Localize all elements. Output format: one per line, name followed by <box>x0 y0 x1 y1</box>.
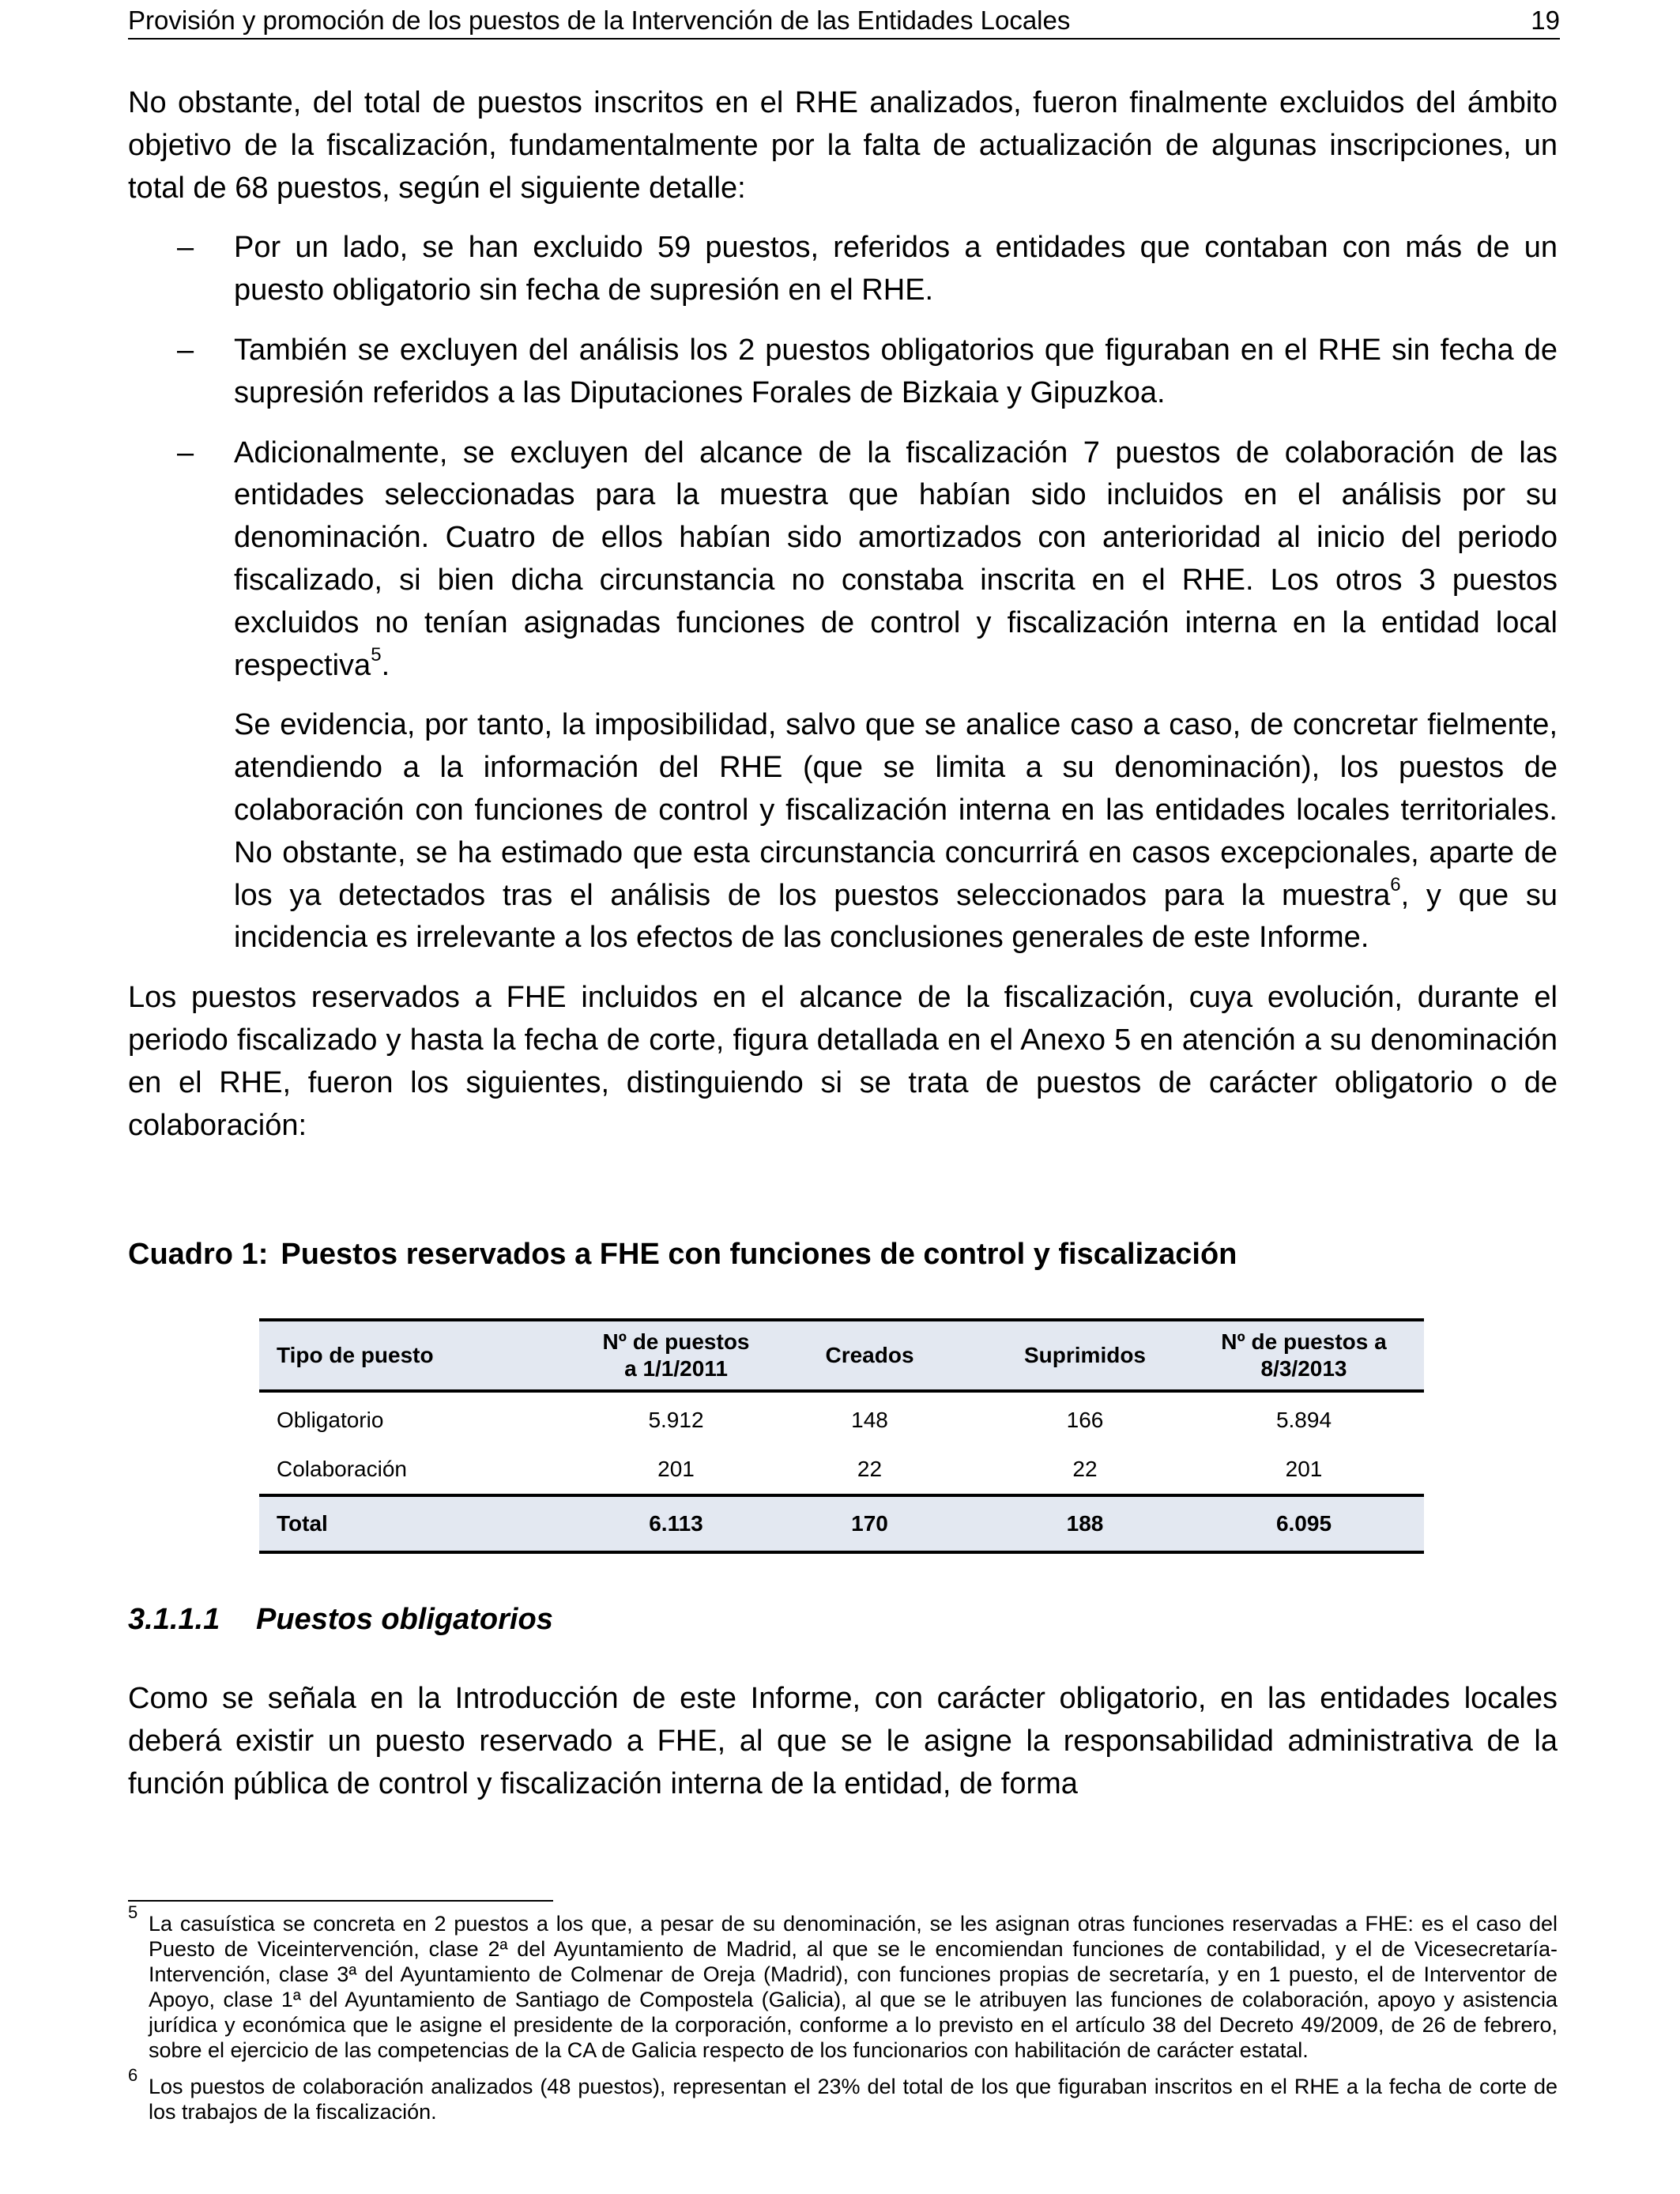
total-created: 170 <box>851 1511 888 1536</box>
cell-initial: 5.912 <box>648 1408 704 1432</box>
cell-suppressed: 166 <box>1066 1408 1104 1432</box>
cell-initial: 201 <box>657 1457 695 1481</box>
total-final: 6.095 <box>1275 1511 1332 1536</box>
table-total-row <box>259 1495 1424 1552</box>
column-header-suppressed: Suprimidos <box>1023 1343 1146 1367</box>
column-header-created: Creados <box>825 1343 914 1367</box>
footnote-6 <box>128 2065 1558 2124</box>
indented-text-a: Se evidencia, por tanto, la imposibilidad, salvo que se analice caso a caso, de concretar fielmente, atendiendo a la información del RHE (que se limita a su denominación), los puestos de colaboración con funciones de control y fiscalización interna en las entidades locales territoriales. No obstante, se ha estimado que esta circunstancia concurrirá en casos excepcionales, aparte de los ya detectados tras el análisis de los puestos seleccionados para la muestra <box>234 708 1558 912</box>
table-caption <box>128 1238 1237 1272</box>
bullet-item-3 <box>128 432 1558 688</box>
section-title: Puestos obligatorios <box>256 1603 553 1636</box>
bullet-item-1 <box>128 227 1558 312</box>
cell-type: Colaboración <box>277 1457 407 1481</box>
indented-text-b: , y que su incidencia es irrelevante a los efectos de las conclusiones generales de este Informe. <box>234 878 1558 955</box>
bullet-dash: – <box>177 435 194 469</box>
cell-created: 148 <box>851 1408 888 1432</box>
intro-paragraph: No obstante, del total de puestos inscritos en el RHE analizados, fueron finalmente excluidos del ámbito objetivo de la fiscalización, fundamentalmente por la falta de actualización de algunas inscripciones, un total de 68 puestos, según el siguiente detalle: <box>128 86 1558 205</box>
caption-text: Puestos reservados a FHE con funciones de control y fiscalización <box>281 1238 1237 1271</box>
intro-section <box>128 82 1558 1147</box>
cell-type: Obligatorio <box>277 1408 384 1432</box>
column-header-type: Tipo de puesto <box>277 1343 434 1367</box>
table-header-row <box>259 1320 1424 1391</box>
bullet-item-2 <box>128 330 1558 415</box>
table-row <box>259 1391 1424 1445</box>
bullet-dash: – <box>177 231 194 265</box>
positions-table <box>259 1318 1424 1554</box>
bullet-text-2: También se excluyen del análisis los 2 puestos obligatorios que figuraban en el RHE sin fecha de supresión referidos a las Diputaciones Forales de Bizkaia y Gipuzkoa. <box>234 333 1558 409</box>
footnote-separator <box>128 1900 553 1902</box>
bullet-text-3: Adicionalmente, se excluyen del alcance de la fiscalización 7 puestos de colaboración de las entidades seleccionadas para la muestra que habían sido incluidos en el análisis por su denominación. Cuatro de ellos habían sido amortizados con anterioridad al inicio del periodo fiscalizado, si bien dicha circunstancia no constaba inscrita en el RHE. Los otros 3 puestos excluidos no tenían asignadas funciones de control y fiscalización interna en la entidad local respectiva <box>234 435 1558 682</box>
bullet-text-1: Por un lado, se han excluido 59 puestos, referidos a entidades que contaban con más de un puesto obligatorio sin fecha de supresión en el RHE. <box>234 231 1558 307</box>
cell-final: 201 <box>1285 1457 1323 1481</box>
table-row <box>259 1445 1424 1495</box>
page-number: 19 <box>1531 6 1560 35</box>
section-paragraph: Como se señala en la Introducción de este Informe, con carácter obligatorio, en las entidades locales deberá existir un puesto reservado a FHE, al que se le asigne la responsabilidad administrativa de la función pública de control y fiscalización interna de la entidad, de forma <box>128 1682 1558 1800</box>
footnote-text: Los puestos de colaboración analizados (48 puestos), representan el 23% del total de los que figuraban inscritos en el RHE a la fecha de corte de los trabajos de la fiscalización. <box>149 2075 1558 2124</box>
running-header <box>128 3 1560 40</box>
caption-label: Cuadro 1: <box>128 1238 269 1271</box>
scope-paragraph: Los puestos reservados a FHE incluidos en el alcance de la fiscalización, cuya evolución, durante el periodo fiscalizado y hasta la fecha de corte, figura detallada en el Anexo 5 en atención a su denominación en el RHE, fueron los siguientes, distinguiendo si se trata de puestos de carácter obligatorio o de colaboración: <box>128 981 1558 1142</box>
column-header-initial: Nº de puestos a 1/1/2011 <box>602 1329 750 1381</box>
total-initial: 6.113 <box>649 1511 703 1536</box>
footnote-text: La casuística se concreta en 2 puestos a los que, a pesar de su denominación, se les asignan otras funciones reservadas a FHE: es el caso del Puesto de Viceintervención, clase 2ª del Ayuntamiento de Madrid, al que se le encomiendan funciones de contabilidad, y el de Vicesecretaría-Intervención, clase 3ª del Ayuntamiento de Colmenar de Oreja (Madrid), con funciones propias de secretaría, y en 1 puesto, el de Interventor de Apoyo, clase 1ª del Ayuntamiento de Santiago de Compostela (Galicia), al que se le atribuyen las funciones de colaboración, apoyo y asistencia jurídica y económica que le asigne el presidente de la corporación, conforme a lo previsto en el artículo 38 del Decreto 49/2009, de 26 de febrero, sobre el ejercicio de las competencias de la CA de Galicia respecto de los funcionarios con habilitación de carácter estatal. <box>149 1912 1558 2062</box>
section-heading <box>128 1603 553 1637</box>
footnote-mark: 6 <box>128 2065 138 2085</box>
total-label: Total <box>277 1511 328 1536</box>
footnote-mark: 5 <box>128 1902 138 1922</box>
footnote-5 <box>128 1902 1558 2063</box>
total-suppressed: 188 <box>1066 1511 1104 1536</box>
cell-created: 22 <box>857 1457 883 1481</box>
footnote-ref-5[interactable]: 5 <box>371 643 382 665</box>
footnote-ref-6[interactable]: 6 <box>1390 873 1401 895</box>
section-number: 3.1.1.1 <box>128 1603 220 1636</box>
column-header-final: Nº de puestos a 8/3/2013 <box>1221 1329 1387 1381</box>
section-body <box>128 1678 1558 1805</box>
header-title: Provisión y promoción de los puestos de la Intervención de las Entidades Locales <box>128 6 1071 35</box>
footnotes <box>128 1902 1558 2124</box>
indented-paragraph <box>128 704 1558 959</box>
cell-suppressed: 22 <box>1072 1457 1098 1481</box>
cell-final: 5.894 <box>1275 1408 1332 1432</box>
bullet-dash: – <box>177 333 194 367</box>
bullet-text-3-end: . <box>381 648 390 682</box>
